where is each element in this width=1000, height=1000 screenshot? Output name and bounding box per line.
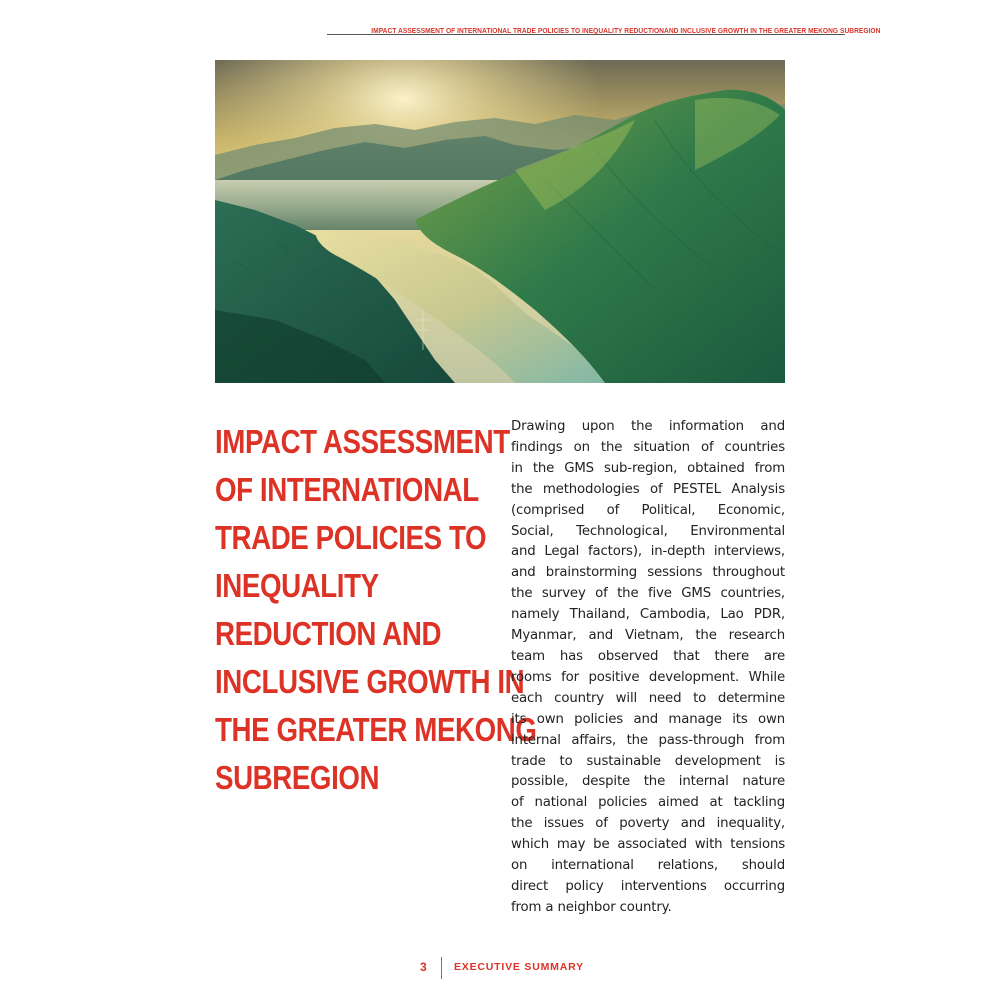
body-line: and brainstorming sessions throughout (511, 565, 785, 581)
page-footer (0, 960, 1000, 980)
title-line: REDUCTION AND (215, 615, 442, 652)
title-line: TRADE POLICIES TO (215, 519, 487, 556)
title-line: OF INTERNATIONAL (215, 471, 479, 508)
body-line: from a neighbor country. (511, 899, 672, 915)
title-line: INEQUALITY (215, 567, 379, 604)
body-line: team has observed that there are (511, 648, 785, 664)
body-line: possible, despite the internal nature (511, 774, 785, 790)
article-body (511, 417, 785, 919)
body-line: (comprised of Political, Economic, (511, 502, 785, 518)
body-line: findings on the situation of countries (511, 439, 785, 455)
article-title (215, 418, 537, 802)
body-line: trade to sustainable development is (511, 753, 785, 769)
body-line: its own policies and manage its own (511, 711, 785, 727)
title-line: INCLUSIVE GROWTH IN (215, 663, 525, 700)
body-line: Myanmar, and Vietnam, the research (511, 628, 785, 644)
mekong-river-photo (215, 60, 785, 383)
body-line: Social, Technological, Environmental (511, 523, 785, 539)
body-line: the methodologies of PESTEL Analysis (511, 481, 785, 497)
body-line: internal affairs, the pass-through from (511, 732, 785, 748)
body-line: Drawing upon the information and (511, 419, 785, 434)
body-line: of national policies aimed at tackling (511, 795, 785, 811)
title-line: SUBREGION (215, 759, 380, 796)
body-line: direct policy interventions occurring (511, 878, 785, 894)
body-line: the survey of the five GMS countries, (511, 586, 785, 602)
body-line: which may be associated with tensions (511, 837, 785, 853)
running-header-title: IMPACT ASSESSMENT OF INTERNATIONAL TRADE POLICIES TO INEQUALITY REDUCTIONAND INCLUSIVE GROWTH IN THE GREATER MEKONG SUBREGION (371, 26, 881, 35)
body-line: rooms for positive development. While (511, 669, 785, 685)
body-line: on international relations, should (511, 858, 785, 874)
body-line: in the GMS sub-region, obtained from (511, 460, 785, 476)
page-number: 3 (420, 960, 427, 974)
title-line: IMPACT ASSESSMENT (215, 423, 510, 460)
running-header (327, 18, 881, 35)
section-label: EXECUTIVE SUMMARY (454, 961, 584, 973)
body-line: namely Thailand, Cambodia, Lao PDR, (511, 607, 785, 623)
body-line: each country will need to determine (511, 690, 785, 706)
body-line: the issues of poverty and inequality, (511, 816, 785, 832)
body-line: and Legal factors), in-depth interviews, (511, 544, 785, 560)
title-line: THE GREATER MEKONG (215, 711, 537, 748)
footer-divider (441, 957, 442, 979)
